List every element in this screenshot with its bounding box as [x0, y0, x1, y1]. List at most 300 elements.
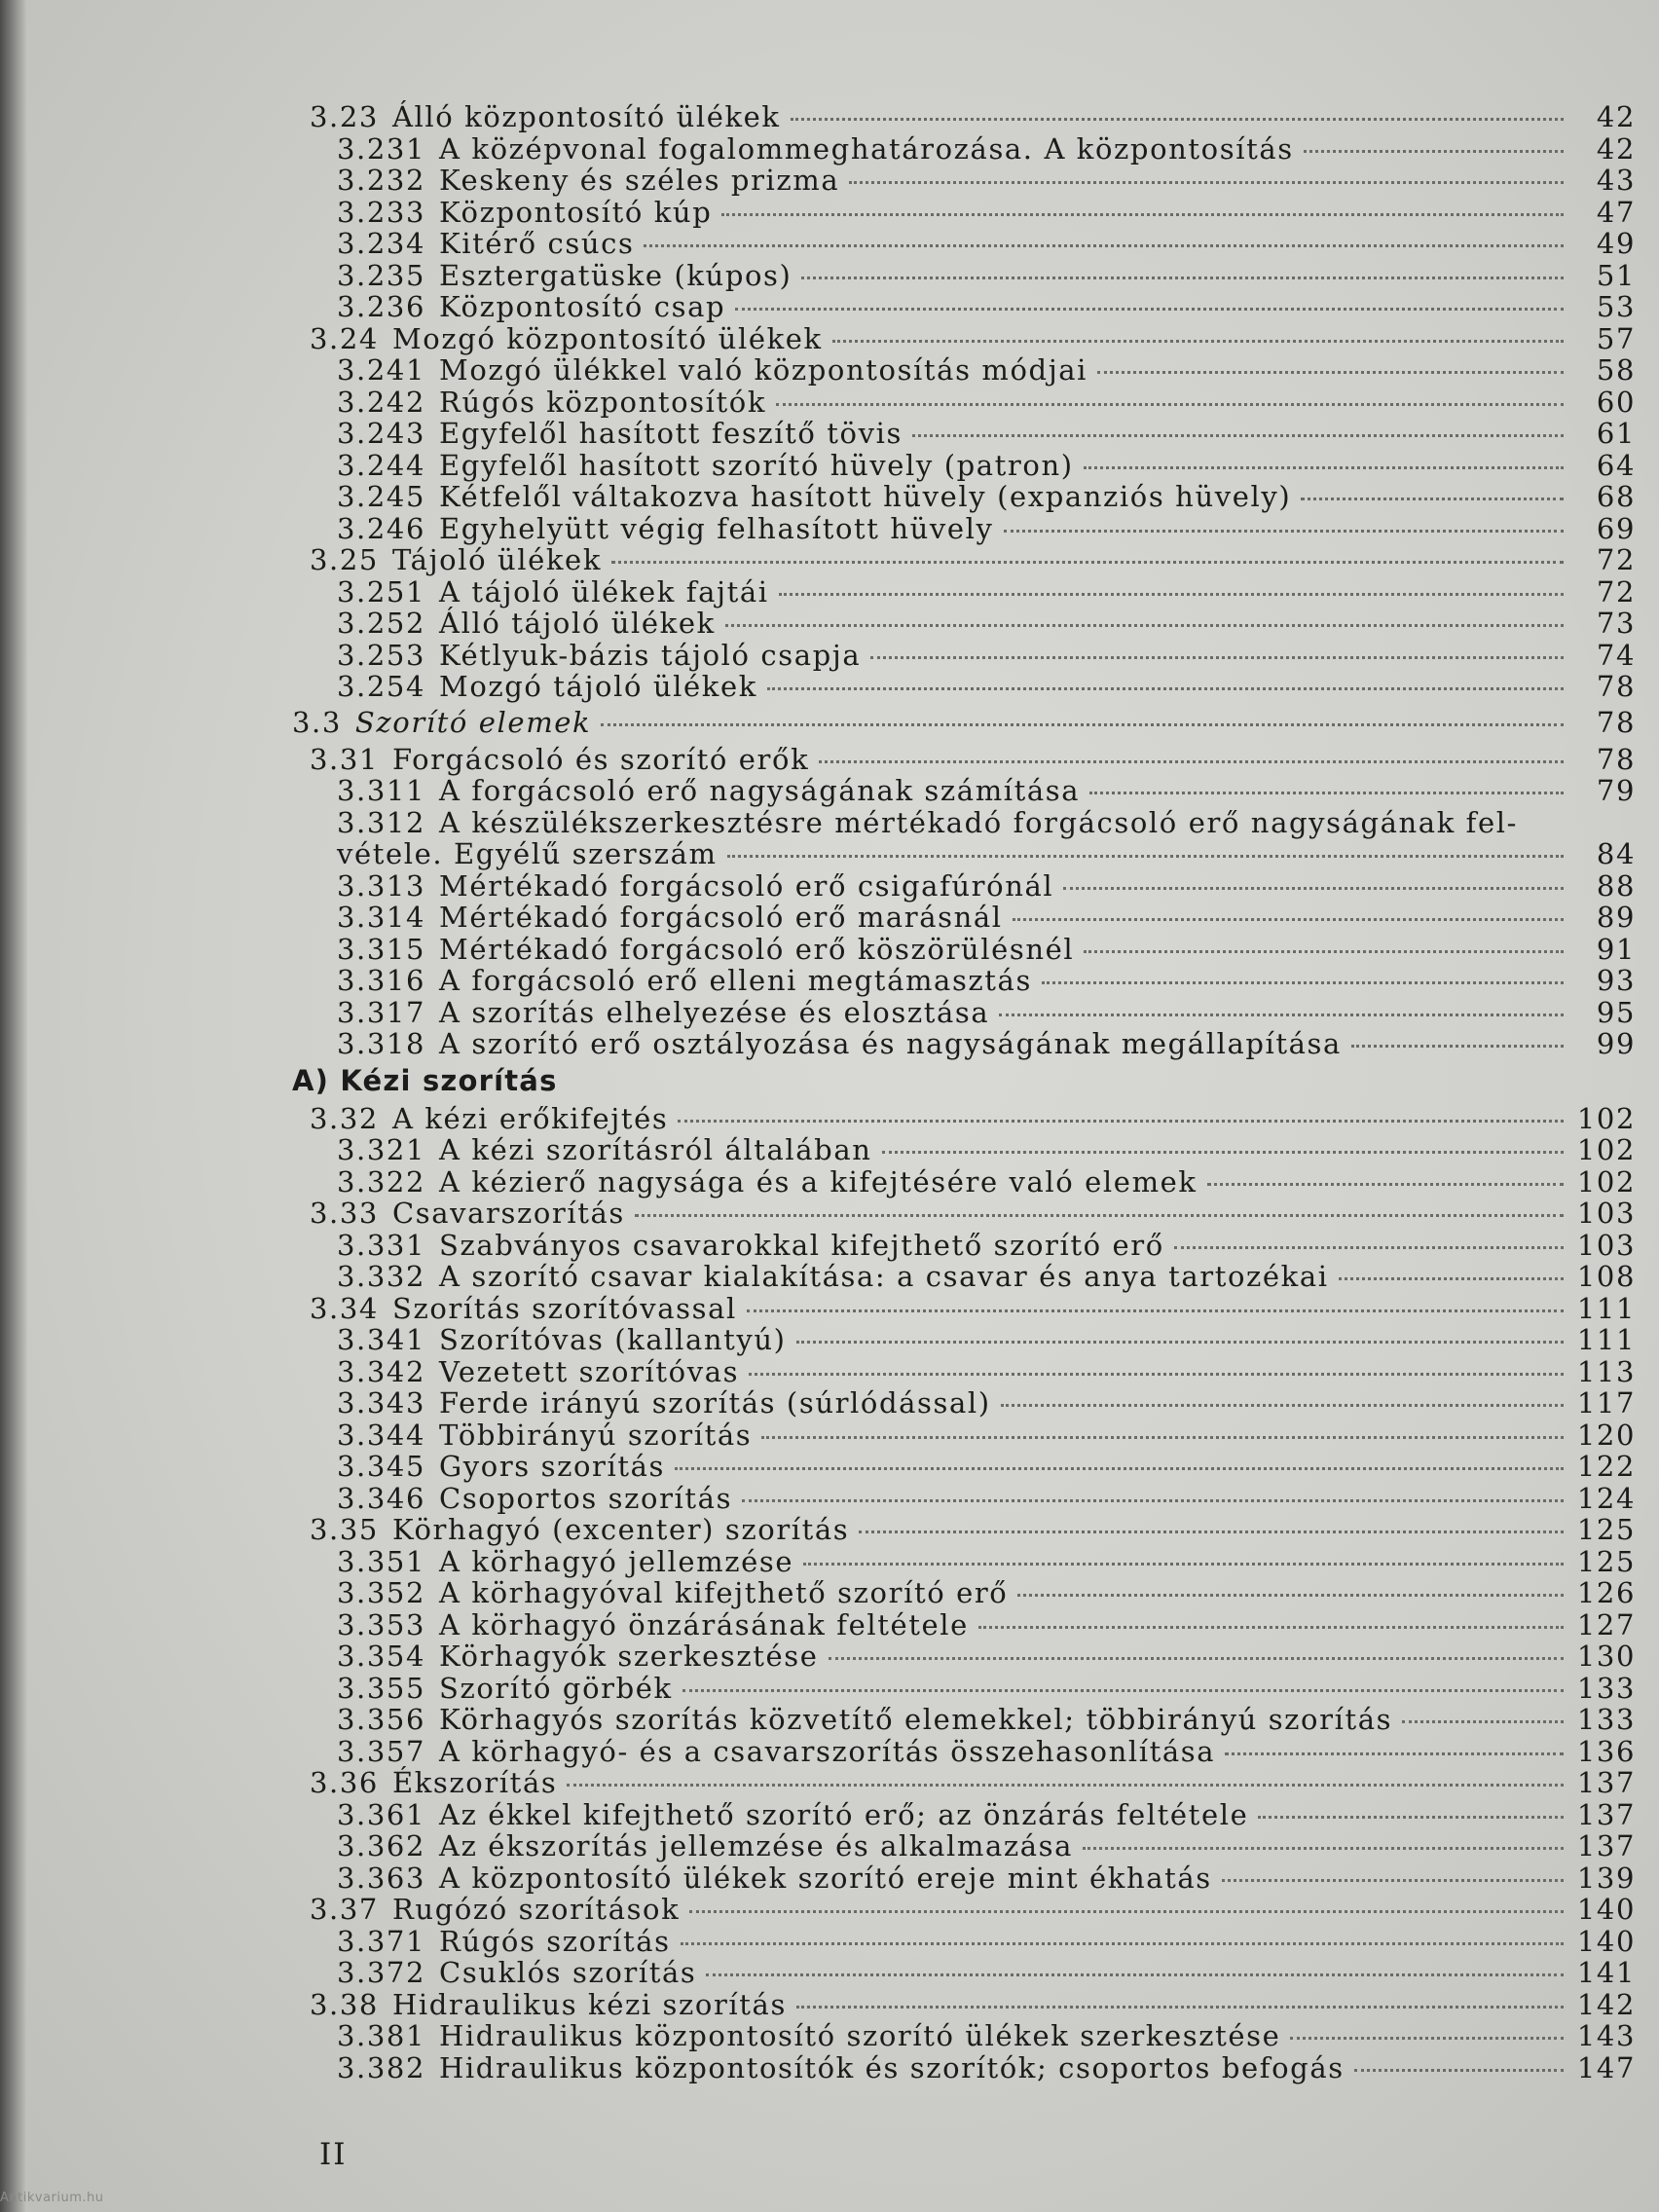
toc-entry-3-315[interactable] — [292, 933, 1636, 965]
toc-entry-number: 3.353 — [337, 1607, 426, 1641]
toc-entry-title: A körhagyó- és a csavarszorítás összehasonlítása — [439, 1734, 1216, 1768]
toc-entry-3-242[interactable] — [292, 386, 1636, 418]
dot-leader — [1301, 497, 1564, 500]
toc-entry-3-353[interactable] — [292, 1608, 1636, 1641]
toc-entry-title: Körhagyó (excenter) szorítás — [391, 1513, 850, 1546]
toc-entry-page: 43 — [1596, 164, 1636, 197]
toc-entry-3-351[interactable] — [292, 1545, 1636, 1577]
toc-entry-3-32[interactable] — [292, 1102, 1636, 1134]
dot-leader — [678, 1119, 1564, 1123]
dot-leader — [675, 1466, 1564, 1470]
toc-entry-title: Ékszorítás — [391, 1766, 558, 1799]
toc-entry-title: Szorítás szorítóvassal — [391, 1291, 737, 1325]
toc-entry-3-241[interactable] — [292, 353, 1636, 386]
watermark-text: Antikvarium.hu — [0, 2191, 104, 2205]
toc-group-3-31 — [292, 743, 1636, 806]
toc-entry-title: A szorító csavar kialakítása: a csavar és anya tartozékai — [439, 1260, 1329, 1293]
toc-entry-page: 141 — [1576, 1956, 1636, 1989]
toc-entry-page: 60 — [1596, 385, 1636, 419]
toc-entry-3-251[interactable] — [292, 575, 1636, 608]
toc-entry-number: 3.234 — [337, 227, 426, 260]
toc-entry-page: 147 — [1576, 2050, 1636, 2084]
dot-leader — [819, 759, 1564, 763]
toc-entry-page: 68 — [1596, 480, 1636, 513]
toc-entry-title: A körhagyó önzárásának feltétele — [439, 1607, 969, 1641]
toc-entry-page: 72 — [1596, 543, 1636, 576]
toc-entry-page: 47 — [1596, 195, 1636, 229]
dot-leader — [801, 276, 1564, 279]
toc-entry-3-311[interactable] — [292, 774, 1636, 806]
toc-entry-page: 93 — [1596, 964, 1636, 997]
toc-entry-page: 61 — [1596, 417, 1636, 450]
toc-entry-3-235[interactable] — [292, 259, 1636, 291]
dot-leader — [791, 117, 1564, 121]
dot-leader — [767, 686, 1564, 690]
toc-entry-3-317[interactable] — [292, 996, 1636, 1028]
toc-entry-3-246[interactable] — [292, 512, 1636, 544]
dot-leader — [776, 402, 1564, 406]
dot-leader — [735, 307, 1564, 311]
toc-entry-number: 3.31 — [310, 742, 379, 776]
toc-entry-title: Rúgós központosítók — [439, 385, 767, 419]
toc-entry-number: 3.36 — [310, 1766, 379, 1799]
toc-entry-number: 3.355 — [337, 1671, 426, 1705]
toc-entry-page: 139 — [1576, 1861, 1636, 1895]
dot-leader — [1402, 1719, 1564, 1723]
toc-entry-number: 3.352 — [337, 1576, 426, 1609]
table-of-contents — [292, 100, 1636, 2083]
dot-leader — [849, 180, 1564, 184]
dot-leader — [882, 1150, 1564, 1154]
dot-leader — [1042, 980, 1564, 984]
toc-entry-number: 3.32 — [310, 1101, 379, 1135]
toc-entry-title: Szabványos csavarokkal kifejthető szorító erő — [439, 1228, 1164, 1262]
dot-leader — [644, 243, 1564, 247]
toc-entry-page: 133 — [1576, 1703, 1636, 1736]
toc-entry-number: 3.312 — [337, 805, 426, 839]
toc-entry-title: A forgácsoló erő nagyságának számítása — [439, 774, 1081, 807]
dot-leader — [1097, 370, 1564, 374]
toc-entry-number: 3.354 — [337, 1640, 426, 1673]
toc-entry-3-332[interactable] — [292, 1260, 1636, 1292]
toc-entry-number: 3.242 — [337, 385, 426, 419]
toc-entry-3-36[interactable] — [292, 1766, 1636, 1798]
dot-leader — [749, 1372, 1564, 1376]
toc-entry-title: Szorító elemek — [354, 705, 592, 739]
toc-entry-number: 3.344 — [337, 1418, 426, 1452]
toc-entry-title: Keskeny és széles prizma — [439, 164, 840, 197]
toc-entry-number: 3.38 — [310, 1987, 379, 2021]
toc-entry-number: 3.311 — [337, 774, 426, 807]
toc-entry-number: 3.331 — [337, 1228, 426, 1262]
toc-entry-title: A központosító ülékek szorító ereje mint ékhatás — [439, 1861, 1212, 1895]
toc-entry-title: Csuklós szorítás — [439, 1956, 697, 1989]
toc-entry-number: 3.362 — [337, 1829, 426, 1862]
toc-entry-page: 126 — [1576, 1576, 1636, 1609]
toc-entry-page: 42 — [1596, 100, 1636, 133]
toc-entry-number: 3.381 — [337, 2019, 426, 2052]
dot-leader — [829, 1656, 1564, 1660]
toc-entry-page: 79 — [1596, 774, 1636, 807]
dot-leader — [1207, 1182, 1564, 1186]
toc-entry-3-37[interactable] — [292, 1893, 1636, 1925]
page-number-roman: II — [319, 2137, 348, 2172]
toc-entry-3-34[interactable] — [292, 1292, 1636, 1324]
toc-entry-page: 120 — [1576, 1418, 1636, 1452]
toc-entry-page: 53 — [1596, 290, 1636, 323]
toc-entry-page: 111 — [1576, 1323, 1636, 1356]
toc-entry-3-362[interactable] — [292, 1829, 1636, 1862]
toc-entry-page: 102 — [1576, 1164, 1636, 1198]
dot-leader — [1339, 1276, 1564, 1280]
toc-entry-number: 3.232 — [337, 164, 426, 197]
toc-entry-title: A körhagyó jellemzése — [439, 1544, 794, 1578]
dot-leader — [1222, 1878, 1564, 1882]
toc-entry-number: 3.3 — [292, 705, 342, 739]
toc-entry-title: Hidraulikus központosító szorító ülékek szerkesztése — [439, 2019, 1281, 2052]
dot-leader — [912, 433, 1564, 437]
toc-entry-3-382[interactable] — [292, 2051, 1636, 2083]
dot-leader — [978, 1625, 1564, 1629]
toc-group-3-32-to-3-382 — [292, 1102, 1636, 2083]
toc-entry-3-352[interactable] — [292, 1576, 1636, 1608]
dot-leader — [870, 655, 1564, 659]
toc-entry-3-23[interactable] — [292, 100, 1636, 132]
toc-entry-3-25[interactable] — [292, 543, 1636, 575]
toc-entry-page: 133 — [1576, 1671, 1636, 1705]
toc-entry-3-35[interactable] — [292, 1513, 1636, 1545]
toc-entry-page: 102 — [1576, 1101, 1636, 1135]
toc-entry-title: A tájoló ülékek fajtái — [439, 574, 769, 608]
dot-leader — [689, 1909, 1564, 1913]
toc-entry-page: 127 — [1576, 1607, 1636, 1641]
toc-entry-title: Központosító csap — [439, 290, 726, 323]
dot-leader — [601, 722, 1564, 726]
toc-entry-title: Tájoló ülékek — [391, 543, 602, 576]
toc-entry-page: 89 — [1596, 901, 1636, 934]
toc-entry-title: Szorító görbék — [439, 1671, 673, 1705]
dot-leader — [1290, 2036, 1564, 2040]
toc-entry-3-24[interactable] — [292, 322, 1636, 354]
toc-entry-number: 3.345 — [337, 1450, 426, 1483]
toc-entry-title: Az ékszorítás jellemzése és alkalmazása — [439, 1829, 1073, 1862]
toc-entry-page: 140 — [1576, 1893, 1636, 1926]
dot-leader — [1084, 465, 1564, 469]
toc-entry-number: 3.231 — [337, 131, 426, 166]
toc-entry-title: Forgácsoló és szorító erők — [391, 742, 810, 776]
toc-entry-page: 84 — [1596, 837, 1636, 870]
toc-entry-3-343[interactable] — [292, 1386, 1636, 1419]
toc-entry-3-344[interactable] — [292, 1419, 1636, 1451]
dot-leader — [747, 1309, 1564, 1312]
toc-entry-3-232[interactable] — [292, 164, 1636, 196]
toc-entry-3-31[interactable] — [292, 743, 1636, 775]
toc-entry-page: 42 — [1596, 131, 1636, 166]
toc-entry-page: 73 — [1596, 607, 1636, 640]
toc-entry-number: 3.332 — [337, 1260, 426, 1293]
toc-section-3-3[interactable] — [292, 706, 1636, 743]
toc-entry-page: 72 — [1596, 574, 1636, 608]
toc-entry-title: Körhagyók szerkesztése — [439, 1640, 819, 1673]
toc-entry-number: 3.322 — [337, 1164, 426, 1198]
toc-entry-number: 3.351 — [337, 1544, 426, 1578]
toc-entry-number: 3.241 — [337, 353, 426, 387]
toc-entry-number: 3.25 — [310, 543, 379, 576]
toc-entry-3-331[interactable] — [292, 1229, 1636, 1261]
dot-leader — [742, 1498, 1564, 1502]
toc-entry-3-33[interactable] — [292, 1197, 1636, 1229]
dot-leader — [832, 339, 1564, 343]
dot-leader — [727, 854, 1564, 858]
toc-entry-3-354[interactable] — [292, 1640, 1636, 1672]
toc-entry-title: A körhagyóval kifejthető szorító erő — [439, 1576, 1009, 1609]
toc-entry-page: 64 — [1596, 448, 1636, 482]
toc-entry-title: Mértékadó forgácsoló erő csigafúrónál — [439, 868, 1054, 903]
toc-entry-3-371[interactable] — [292, 1925, 1636, 1957]
toc-entry-3-341[interactable] — [292, 1323, 1636, 1355]
toc-entry-number: 3.233 — [337, 195, 426, 229]
toc-entry-title: Álló központosító ülékek — [391, 100, 781, 133]
toc-entry-page: 130 — [1576, 1640, 1636, 1673]
toc-entry-title: Csavarszorítás — [391, 1197, 625, 1230]
dot-leader — [682, 1688, 1564, 1692]
toc-entry-page: 78 — [1596, 742, 1636, 776]
toc-entry-title: Körhagyós szorítás közvetítő elemekkel; többirányú szorítás — [439, 1703, 1393, 1736]
toc-entry-page: 88 — [1596, 868, 1636, 903]
toc-entry-page: 137 — [1576, 1797, 1636, 1831]
toc-entry-3-361[interactable] — [292, 1798, 1636, 1830]
toc-entry-3-243[interactable] — [292, 417, 1636, 449]
toc-group-3-23-to-3-254 — [292, 100, 1636, 702]
toc-entry-number: 3.356 — [337, 1703, 426, 1736]
toc-entry-title: Csoportos szorítás — [439, 1481, 733, 1515]
toc-entry-number: 3.314 — [337, 901, 426, 934]
toc-entry-3-244[interactable] — [292, 449, 1636, 481]
toc-entry-number: 3.341 — [337, 1323, 426, 1356]
toc-entry-number: 3.342 — [337, 1354, 426, 1388]
toc-entry-number: 3.34 — [310, 1291, 379, 1325]
toc-entry-number: 3.235 — [337, 258, 426, 292]
toc-entry-page: 124 — [1576, 1481, 1636, 1515]
toc-entry-page: 125 — [1576, 1513, 1636, 1546]
toc-entry-number: 3.251 — [337, 574, 426, 608]
toc-entry-page: 111 — [1576, 1291, 1636, 1325]
dot-leader — [1004, 529, 1564, 533]
toc-entry-title: A kézi szorításról általában — [439, 1133, 872, 1166]
toc-entry-number: 3.346 — [337, 1481, 426, 1515]
book-gutter-shadow — [0, 0, 27, 2212]
toc-entry-3-346[interactable] — [292, 1482, 1636, 1514]
section-heading-kezi-szoritas: A) Kézi szorítás — [292, 1063, 558, 1097]
toc-entry-title: Központosító kúp — [439, 195, 713, 229]
toc-entry-3-313[interactable] — [292, 869, 1636, 902]
dot-leader — [681, 1941, 1564, 1945]
toc-entry-title: Vezetett szorítóvas — [439, 1354, 740, 1388]
toc-entry-title: A kézierő nagysága és a kifejtésére való elemek — [439, 1164, 1198, 1198]
toc-entry-3-245[interactable] — [292, 480, 1636, 512]
toc-entry-number: 3.361 — [337, 1797, 426, 1831]
toc-entry-number: 3.33 — [310, 1197, 379, 1230]
dot-leader — [1351, 1044, 1564, 1048]
toc-entry-title: Mértékadó forgácsoló erő marásnál — [439, 901, 1003, 934]
dot-leader — [611, 560, 1564, 564]
toc-entry-3-356[interactable] — [292, 1703, 1636, 1735]
toc-entry-title: Egyfelől hasított feszítő tövis — [439, 417, 903, 450]
toc-entry-page: 78 — [1596, 670, 1636, 703]
toc-entry-page: 69 — [1596, 511, 1636, 545]
toc-entry-number: 3.24 — [310, 321, 379, 355]
toc-entry-page: 91 — [1596, 932, 1636, 966]
toc-entry-title: Mozgó tájoló ülékek — [439, 670, 757, 703]
toc-entry-title: Kétfelől váltakozva hasított hüvely (expanziós hüvely) — [439, 480, 1292, 513]
toc-entry-title: Gyors szorítás — [439, 1450, 665, 1483]
toc-entry-page: 125 — [1576, 1544, 1636, 1578]
toc-entry-title: Mozgó ülékkel való központosítás módjai — [439, 353, 1088, 387]
toc-entry-3-316[interactable] — [292, 964, 1636, 996]
toc-entry-3-321[interactable] — [292, 1133, 1636, 1165]
toc-entry-page: 57 — [1596, 321, 1636, 355]
toc-entry-title: A kézi erőkifejtés — [391, 1101, 669, 1135]
toc-entry-title: Többirányú szorítás — [439, 1418, 753, 1452]
dot-leader — [1354, 2068, 1564, 2072]
toc-entry-title-line2: vétele. Egyélű szerszám — [337, 837, 718, 870]
toc-entry-number: 3.317 — [337, 995, 426, 1029]
dot-leader — [1063, 886, 1564, 890]
toc-entry-3-252[interactable] — [292, 607, 1636, 639]
toc-entry-3-233[interactable] — [292, 196, 1636, 228]
dot-leader — [1017, 1593, 1564, 1597]
toc-entry-page: 58 — [1596, 353, 1636, 387]
dot-leader — [1258, 1815, 1564, 1819]
toc-entry-title: Szorítóvas (kallantyú) — [439, 1323, 787, 1356]
toc-entry-3-38[interactable] — [292, 1988, 1636, 2020]
toc-entry-title: A forgácsoló erő elleni megtámasztás — [439, 964, 1032, 997]
toc-entry-3-355[interactable] — [292, 1672, 1636, 1704]
dot-leader — [706, 1972, 1564, 1976]
toc-entry-3-342[interactable] — [292, 1355, 1636, 1387]
toc-entry-number: 3.243 — [337, 417, 426, 450]
toc-entry-title: A középvonal fogalommeghatározása. A központosítás — [439, 131, 1294, 166]
toc-entry-page: 51 — [1596, 258, 1636, 292]
toc-entry-page: 143 — [1576, 2019, 1636, 2052]
toc-entry-number: 3.372 — [337, 1956, 426, 1989]
toc-entry-page: 137 — [1576, 1766, 1636, 1799]
toc-entry-page: 103 — [1576, 1228, 1636, 1262]
toc-entry-page: 103 — [1576, 1197, 1636, 1230]
dot-leader — [1013, 917, 1564, 921]
toc-entry-number: 3.357 — [337, 1734, 426, 1768]
toc-entry-title: Az ékkel kifejthető szorító erő; az önzárás feltétele — [439, 1797, 1249, 1831]
toc-entry-page: 113 — [1576, 1354, 1636, 1388]
toc-entry-3-381[interactable] — [292, 2019, 1636, 2051]
dot-leader — [1001, 1403, 1564, 1407]
toc-entry-title: Hidraulikus központosítók és szorítók; csoportos befogás — [439, 2050, 1345, 2084]
toc-entry-page: 136 — [1576, 1734, 1636, 1768]
dot-leader — [1225, 1751, 1564, 1755]
toc-entry-3-234[interactable] — [292, 227, 1636, 259]
toc-entry-title: Kitérő csúcs — [439, 227, 635, 260]
toc-entry-page: 137 — [1576, 1829, 1636, 1862]
toc-entry-title: Mozgó központosító ülékek — [391, 321, 823, 355]
dot-leader — [796, 2005, 1564, 2009]
dot-leader — [1089, 791, 1564, 794]
toc-entry-title: Mértékadó forgácsoló erő köszörülésnél — [439, 932, 1075, 966]
toc-entry-number: 3.244 — [337, 448, 426, 482]
dot-leader — [567, 1783, 1564, 1787]
toc-entry-title-line1: A készülékszerkesztésre mértékadó forgácsoló erő nagyságának fel- — [439, 805, 1519, 839]
toc-entry-title: Ferde irányú szorítás (súrlódással) — [439, 1386, 991, 1419]
toc-entry-3-236[interactable] — [292, 290, 1636, 322]
toc-entry-3-318[interactable] — [292, 1027, 1636, 1059]
toc-entry-number: 3.363 — [337, 1861, 426, 1895]
toc-entry-3-357[interactable] — [292, 1735, 1636, 1767]
toc-entry-title: A szorítás elhelyezése és elosztása — [439, 995, 990, 1029]
toc-entry-number: 3.313 — [337, 868, 426, 903]
toc-entry-number: 3.371 — [337, 1924, 426, 1958]
dot-leader — [1084, 949, 1564, 953]
toc-entry-3-253[interactable] — [292, 639, 1636, 671]
toc-entry-title: Esztergatüske (kúpos) — [439, 258, 793, 292]
dot-leader — [859, 1530, 1564, 1533]
dot-leader — [779, 592, 1564, 596]
toc-entry-page: 122 — [1576, 1450, 1636, 1483]
toc-entry-3-314[interactable] — [292, 901, 1636, 933]
dot-leader — [761, 1435, 1564, 1439]
toc-entry-title: Rúgós szorítás — [439, 1924, 671, 1958]
toc-entry-page: 95 — [1596, 995, 1636, 1029]
toc-entry-number: 3.37 — [310, 1893, 379, 1926]
toc-entry-3-312[interactable] — [292, 806, 1636, 838]
toc-entry-page: 99 — [1596, 1027, 1636, 1060]
dot-leader — [725, 623, 1564, 627]
toc-entry-page: 49 — [1596, 227, 1636, 260]
toc-entry-title: A szorító erő osztályozása és nagyságának megállapítása — [439, 1027, 1342, 1060]
toc-entry-3-363[interactable] — [292, 1862, 1636, 1894]
toc-entry-3-254[interactable] — [292, 670, 1636, 702]
dot-leader — [999, 1013, 1564, 1016]
toc-entry-number: 3.343 — [337, 1386, 426, 1419]
toc-entry-number: 3.382 — [337, 2050, 426, 2084]
toc-entry-number: 3.246 — [337, 511, 426, 545]
toc-entry-3-231[interactable] — [292, 132, 1636, 165]
toc-entry-3-322[interactable] — [292, 1165, 1636, 1198]
toc-entry-3-372[interactable] — [292, 1956, 1636, 1988]
toc-entry-number: 3.236 — [337, 290, 426, 323]
dot-leader — [803, 1562, 1564, 1566]
toc-entry-page: 140 — [1576, 1924, 1636, 1958]
dot-leader — [1174, 1245, 1564, 1249]
toc-entry-title: Rugózó szorítások — [391, 1893, 681, 1926]
toc-entry-number: 3.253 — [337, 638, 426, 672]
toc-entry-page: 74 — [1596, 638, 1636, 672]
toc-entry-title: Kétlyuk-bázis tájoló csapja — [439, 638, 862, 672]
toc-entry-title: Hidraulikus kézi szorítás — [391, 1987, 787, 2021]
dot-leader — [796, 1340, 1564, 1344]
dot-leader — [721, 212, 1564, 216]
toc-entry-3-312-continued[interactable] — [292, 837, 1636, 869]
toc-entry-number: 3.245 — [337, 480, 426, 513]
toc-entry-number: 3.318 — [337, 1027, 426, 1060]
toc-entry-title: Egyhelyütt végig felhasított hüvely — [439, 511, 994, 545]
toc-entry-3-345[interactable] — [292, 1450, 1636, 1482]
toc-entry-number: 3.321 — [337, 1133, 426, 1166]
dot-leader — [1304, 149, 1564, 153]
toc-entry-page: 142 — [1576, 1987, 1636, 2021]
toc-entry-number: 3.23 — [310, 100, 379, 133]
toc-entry-page: 78 — [1596, 705, 1636, 739]
toc-entry-page: 102 — [1576, 1133, 1636, 1166]
toc-entry-number: 3.252 — [337, 607, 426, 640]
